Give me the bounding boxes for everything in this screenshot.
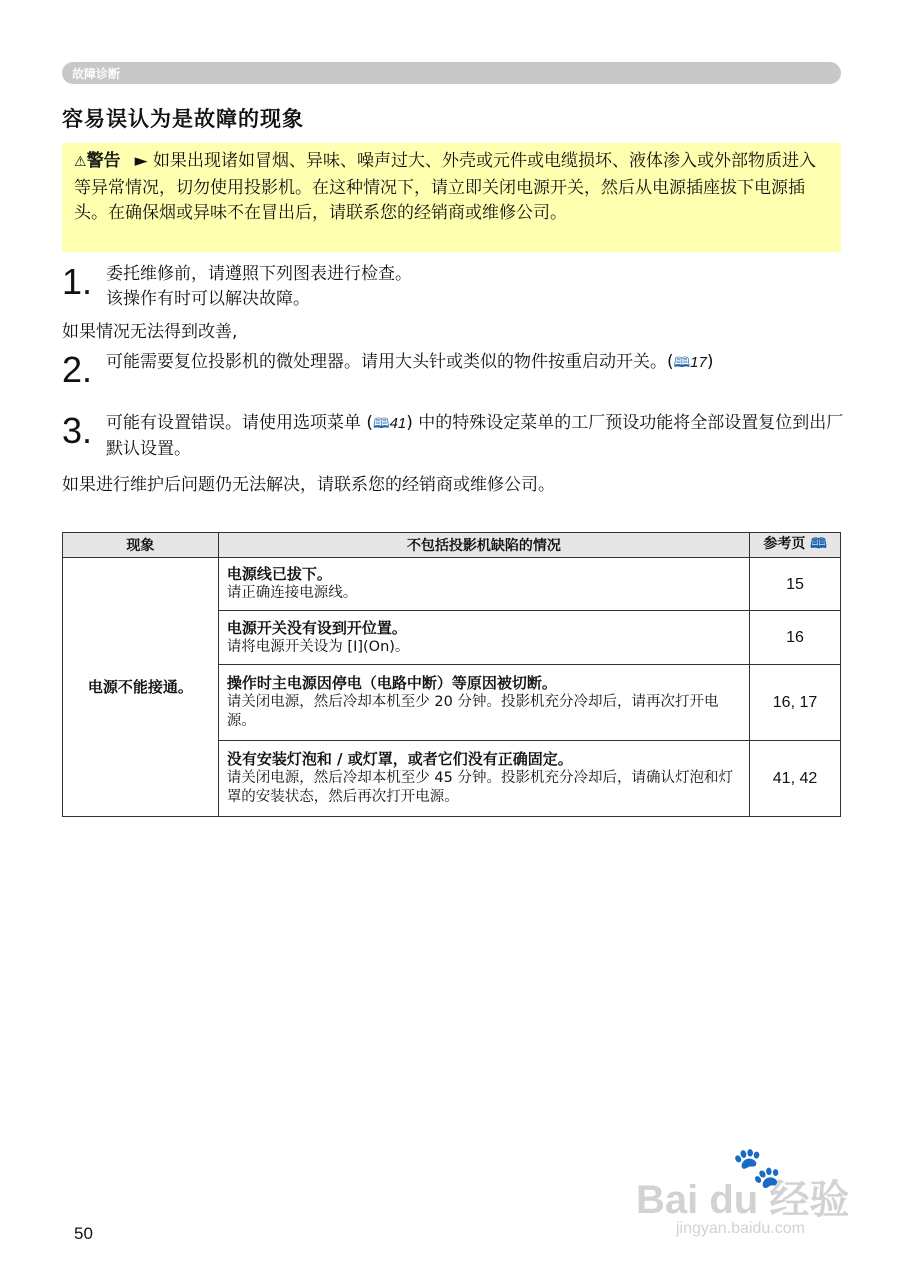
step-1-line-2: 该操作有时可以解决故障。 <box>106 289 310 309</box>
page-ref-link[interactable]: 17 <box>690 354 707 371</box>
step-3-text-end: ) 中的特殊设定菜单的工厂预设功能将全部设置复位到出厂默认设置。 <box>106 413 844 459</box>
step-text <box>106 350 846 376</box>
troubleshooting-table <box>62 532 841 817</box>
page-ref-link[interactable]: 41 <box>389 415 407 432</box>
header-symptom: 现象 <box>63 533 219 558</box>
ref-cell: 16 <box>750 611 841 665</box>
table-row <box>63 558 841 611</box>
book-icon[interactable]: 🕮 <box>673 355 691 371</box>
warning-label: 警告 <box>86 151 121 171</box>
warning-triangle-icon: ⚠ <box>74 154 87 170</box>
condition-title: 电源线已拔下。 <box>226 565 332 583</box>
watermark-url: jingyan.baidu.com <box>676 1220 805 1237</box>
step-3-text: 可能有设置错误。请使用选项菜单 ( <box>106 413 374 433</box>
section-header-bar <box>62 62 841 84</box>
step-1-line-1: 委托维修前，请遵照下列图表进行检查。 <box>106 264 412 284</box>
page-number: 50 <box>74 1224 93 1243</box>
ref-cell: 15 <box>750 558 841 611</box>
step-2-text: 可能需要复位投影机的微处理器。请用大头针或类似的物件按重启动开关。( <box>106 352 674 372</box>
interlude-text: 如果情况无法得到改善, <box>62 322 238 342</box>
book-icon[interactable]: 🕮 <box>373 416 390 432</box>
table-header-row <box>63 533 841 558</box>
condition-cell <box>218 558 749 611</box>
paw-icon: 🐾 <box>732 1145 782 1191</box>
step-text <box>106 262 846 312</box>
condition-title: 没有安装灯泡和 / 或灯罩，或者它们没有正确固定。 <box>226 750 573 768</box>
symptom-cell: 电源不能接通。 <box>63 558 219 817</box>
condition-cell <box>218 611 749 665</box>
watermark-brand: Bai du 经验 <box>636 1178 850 1222</box>
ref-cell: 41, 42 <box>750 741 841 817</box>
header-condition: 不包括投影机缺陷的情况 <box>218 533 749 558</box>
header-ref <box>750 533 841 558</box>
header-ref-label: 参考页 <box>763 536 806 552</box>
condition-title: 操作时主电源因停电（电路中断）等原因被切断。 <box>226 674 557 692</box>
page-title: 容易误认为是故障的现象 <box>62 107 304 131</box>
warning-box <box>62 143 841 252</box>
condition-title: 电源开关没有设到开位置。 <box>226 618 407 637</box>
closing-text: 如果进行维护后问题仍无法解决，请联系您的经销商或维修公司。 <box>62 475 555 495</box>
step-number: 1. <box>62 261 93 302</box>
remedy-text: 请关闭电源，然后冷却本机至少 45 分钟。投影机充分冷却后，请确认灯泡和灯罩的安装状态，然后再次打开电源。 <box>226 770 733 805</box>
step-2-text-end: ) <box>706 352 714 372</box>
step-number: 3. <box>62 410 93 451</box>
remedy-text: 请关闭电源，然后冷却本机至少 20 分钟。投影机充分冷却后，请再次打开电源。 <box>226 694 719 729</box>
warning-arrow-icon: ► <box>134 151 148 171</box>
remedy-text: 请正确连接电源线。 <box>226 585 358 601</box>
book-icon: 🕮 <box>810 536 827 552</box>
condition-cell <box>218 741 749 817</box>
ref-cell: 16, 17 <box>750 665 841 741</box>
warning-text: 如果出现诸如冒烟、异味、噪声过大、外壳或元件或电缆损坏、液体渗入或外部物质进入等异常情况，切勿使用投影机。在这种情况下，请立即关闭电源开关，然后从电源插座拔下电源插头。在确保烟或异味不在冒出后，请联系您的经销商或维修公司。 <box>74 151 817 223</box>
remedy-text: 请将电源开关设为 [I](On)。 <box>226 638 410 655</box>
step-number: 2. <box>62 349 93 390</box>
step-text <box>106 411 846 462</box>
section-label: 故障诊断 <box>72 67 121 81</box>
condition-cell <box>218 665 749 741</box>
